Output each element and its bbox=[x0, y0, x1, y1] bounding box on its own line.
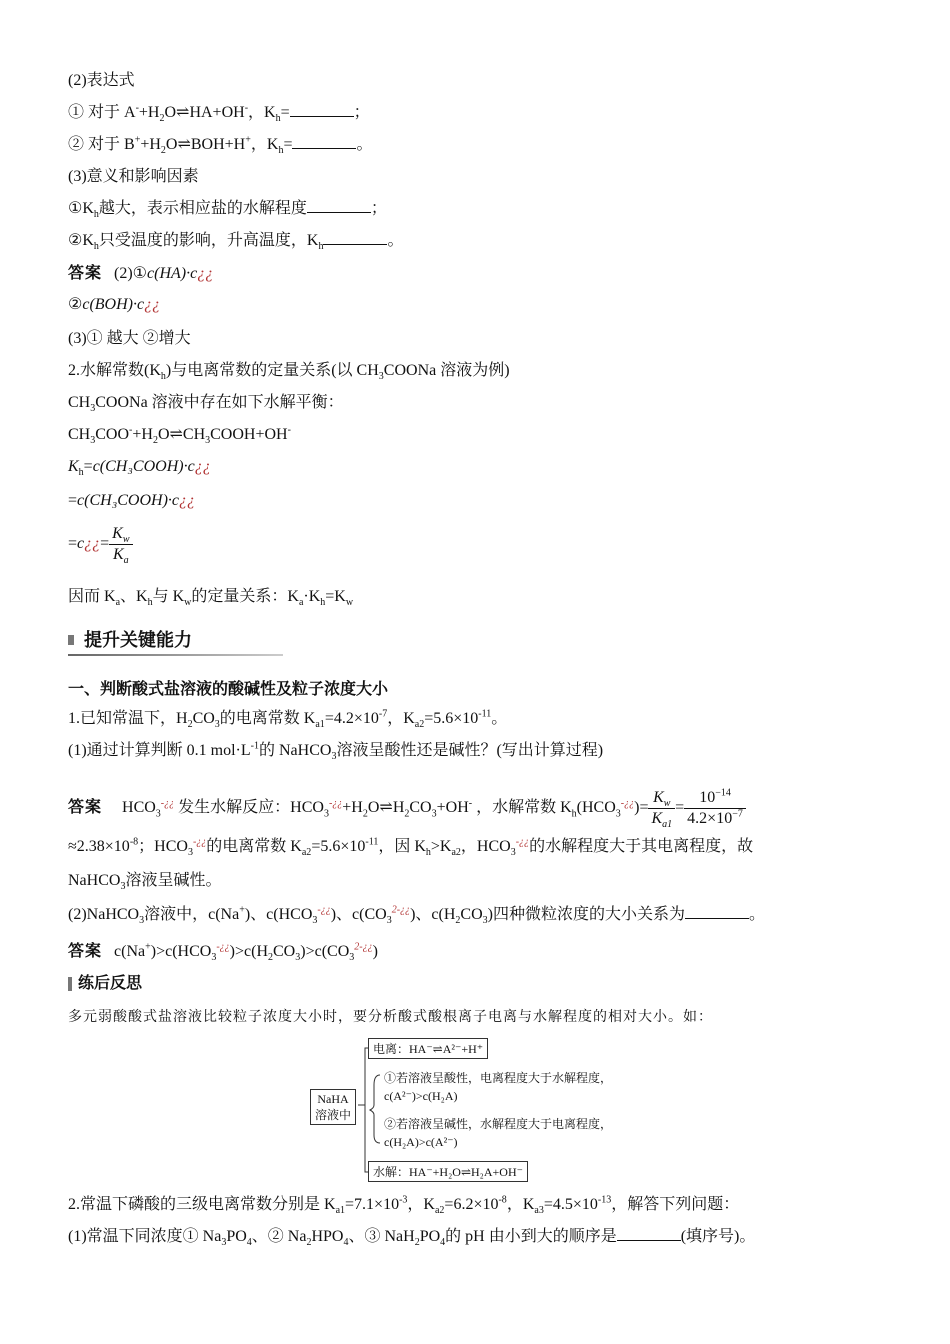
reflection-marker bbox=[68, 977, 72, 991]
line-expression-a: ① 对于 $A^-+H_2O\rightleftharpoons HA+OH^-$，$K_h=$ ； bbox=[68, 102, 370, 125]
answer-line-1: 答案 (2)①c(HA)·c¿¿ bbox=[68, 263, 214, 282]
subsection-heading: 一、判断酸式盐溶液的酸碱性及粒子浓度大小 bbox=[68, 679, 389, 698]
numeric-fraction: $\frac{10^{-14}}{4.2\times 10^{-7}}$ bbox=[684, 788, 746, 829]
answer-blank bbox=[307, 198, 371, 213]
section-underline bbox=[68, 654, 283, 656]
line-meaning-heading: (3)意义和影响因素 bbox=[68, 168, 199, 185]
answer-blank bbox=[290, 102, 354, 117]
line-meaning-1: $①K_h$越大，表示相应盐的水解程度 ； bbox=[68, 200, 387, 221]
answer-label: 答案 bbox=[68, 941, 103, 960]
line-kh-3: =c¿¿= $\frac{K_w}{K_a}$ bbox=[68, 524, 133, 565]
answer-2: 答案 $c(Na^+)>c(HCO_3^{-¿¿})>c(H_2CO_3)>c(CO_3^{2-¿¿})$ bbox=[68, 941, 378, 964]
section-header bbox=[68, 626, 283, 656]
hydrolysis-box: 水解：HA⁻+H₂O⇌H₂A+OH⁻ bbox=[368, 1161, 528, 1182]
answer-blank bbox=[323, 230, 387, 245]
answer-line-2: ②c(BOH)·c¿¿ bbox=[68, 296, 161, 313]
basic-case: ②若溶液呈碱性，水解程度大于电离程度， c(H₂A)>c(A²⁻) bbox=[384, 1117, 613, 1149]
answer-label: 答案 bbox=[68, 797, 103, 817]
ionization-hydrolysis-diagram bbox=[308, 1035, 648, 1185]
line-equilibrium-intro: $CH_3COONa$ 溶液中存在如下水解平衡： bbox=[68, 394, 344, 415]
ionization-box: 电离：HA⁻⇌A²⁻+H⁺ bbox=[368, 1038, 488, 1059]
line-kh-2: =c(CH₃COOH)·c¿¿ bbox=[68, 492, 196, 509]
question-2-part-1: (1)常温下同浓度① $Na_3PO_4$、② $Na_2HPO_4$、③ $NaH_2PO_4$的 pH 由小到大的顺序是 (填序号)。 bbox=[68, 1228, 756, 1249]
kw-over-ka1-fraction: $\frac{K_w}{K_{a1}}$ bbox=[648, 788, 675, 829]
answer-label: 答案 bbox=[68, 263, 103, 282]
line-expression-heading: (2)表达式 bbox=[68, 72, 135, 89]
line-meaning-2: $②K_h$只受温度的影响，升高温度，$K_h$ 。 bbox=[68, 232, 404, 253]
answer-1-line-1: 答案 $HCO_3^{-¿¿}$ 发生水解反应：$HCO_3^{-¿¿}+H_2O\rightleftharpoons H_2CO_3+OH^-$ ，水解常数 $K_h(HCO_3^{-¿¿})=$ $\frac{K_w}{K_{a1}}$ = $\frac{10^{-14}}{4.2\times 10^{-7}}$ bbox=[68, 788, 746, 829]
answer-blank bbox=[617, 1226, 681, 1241]
acidic-case: ①若溶液呈酸性，电离程度大于水解程度， c(A²⁻)>c(H₂A) bbox=[384, 1071, 613, 1103]
line-equilibrium: $CH_3COO^-+H_2O\rightleftharpoons CH_3COOH+OH^-$ bbox=[68, 424, 291, 447]
question-1-part-2: (2)NaHCO$_3$溶液中，c(Na+)、$c(HCO_3^{-¿¿})$、$c(CO_3^{2-¿¿})$、$c(H_2CO_3)$四种微粒浓度的大小关系为 。 bbox=[68, 904, 765, 927]
kw-over-ka-fraction: $\frac{K_w}{K_a}$ bbox=[109, 524, 132, 565]
question-1-part-1: (1)通过计算判断 0.1 $mol\cdot L^{-1}$的 NaHCO$_3$溶液呈酸性还是碱性？(写出计算过程) bbox=[68, 740, 604, 763]
question-2: 2.常温下磷酸的三级电离常数分别是 $K_{a1}=7.1\times 10^{-3}$，$K_{a2}=6.2\times 10^{-8}$，$K_{a3}=4.5\times 10^{-13}$，解答下列问题： bbox=[68, 1194, 740, 1217]
line-kh-1: $K_h=c(CH_3COOH)\cdot c¿¿$ bbox=[68, 458, 211, 479]
answer-1-line-2: $\approx 2.38\times 10^{-8}$；$HCO_3^{-¿¿}$的电离常数 $K_{a2}=5.6\times 10^{-11}$，因 $K_h>K_{a2}$，$HCO_3^{-¿¿}$的水解程度大于其电离程度，故 bbox=[68, 836, 754, 859]
line-expression-b: ② 对于 $B^++H_2O\rightleftharpoons BOH+H^+$，$K_h=$ 。 bbox=[68, 134, 373, 157]
line-relation-heading: 2.水解常数$(K_h)$与电离常数的定量关系(以 $CH_3COONa$ 溶液为例) bbox=[68, 362, 510, 383]
reflection-header: 练后反思 bbox=[68, 972, 142, 995]
line-relation-conclusion: 因而 $K_a$、$K_h$与 $K_w$的定量关系：$K_a\cdot K_h=K_w$ bbox=[68, 588, 354, 609]
answer-blank bbox=[292, 134, 356, 149]
answer-1-line-3: NaHCO$_3$溶液呈碱性。 bbox=[68, 872, 222, 893]
section-marker bbox=[68, 635, 74, 645]
reflection-text: 多元弱酸酸式盐溶液比较粒子浓度大小时，要分析酸式酸根离子电离与水解程度的相对大小。如： bbox=[68, 1009, 713, 1025]
answer-line-3: (3)① 越大 ②增大 bbox=[68, 330, 191, 347]
question-1: 1.已知常温下，$H_2CO_3$的电离常数 $K_{a1}=4.2\times 10^{-7}$，$K_{a2}=5.6\times 10^{-11}$。 bbox=[68, 708, 508, 731]
naha-box: NaHA 溶液中 bbox=[310, 1089, 356, 1125]
section-title: 提升关键能力 bbox=[84, 630, 192, 651]
answer-blank bbox=[685, 904, 749, 919]
